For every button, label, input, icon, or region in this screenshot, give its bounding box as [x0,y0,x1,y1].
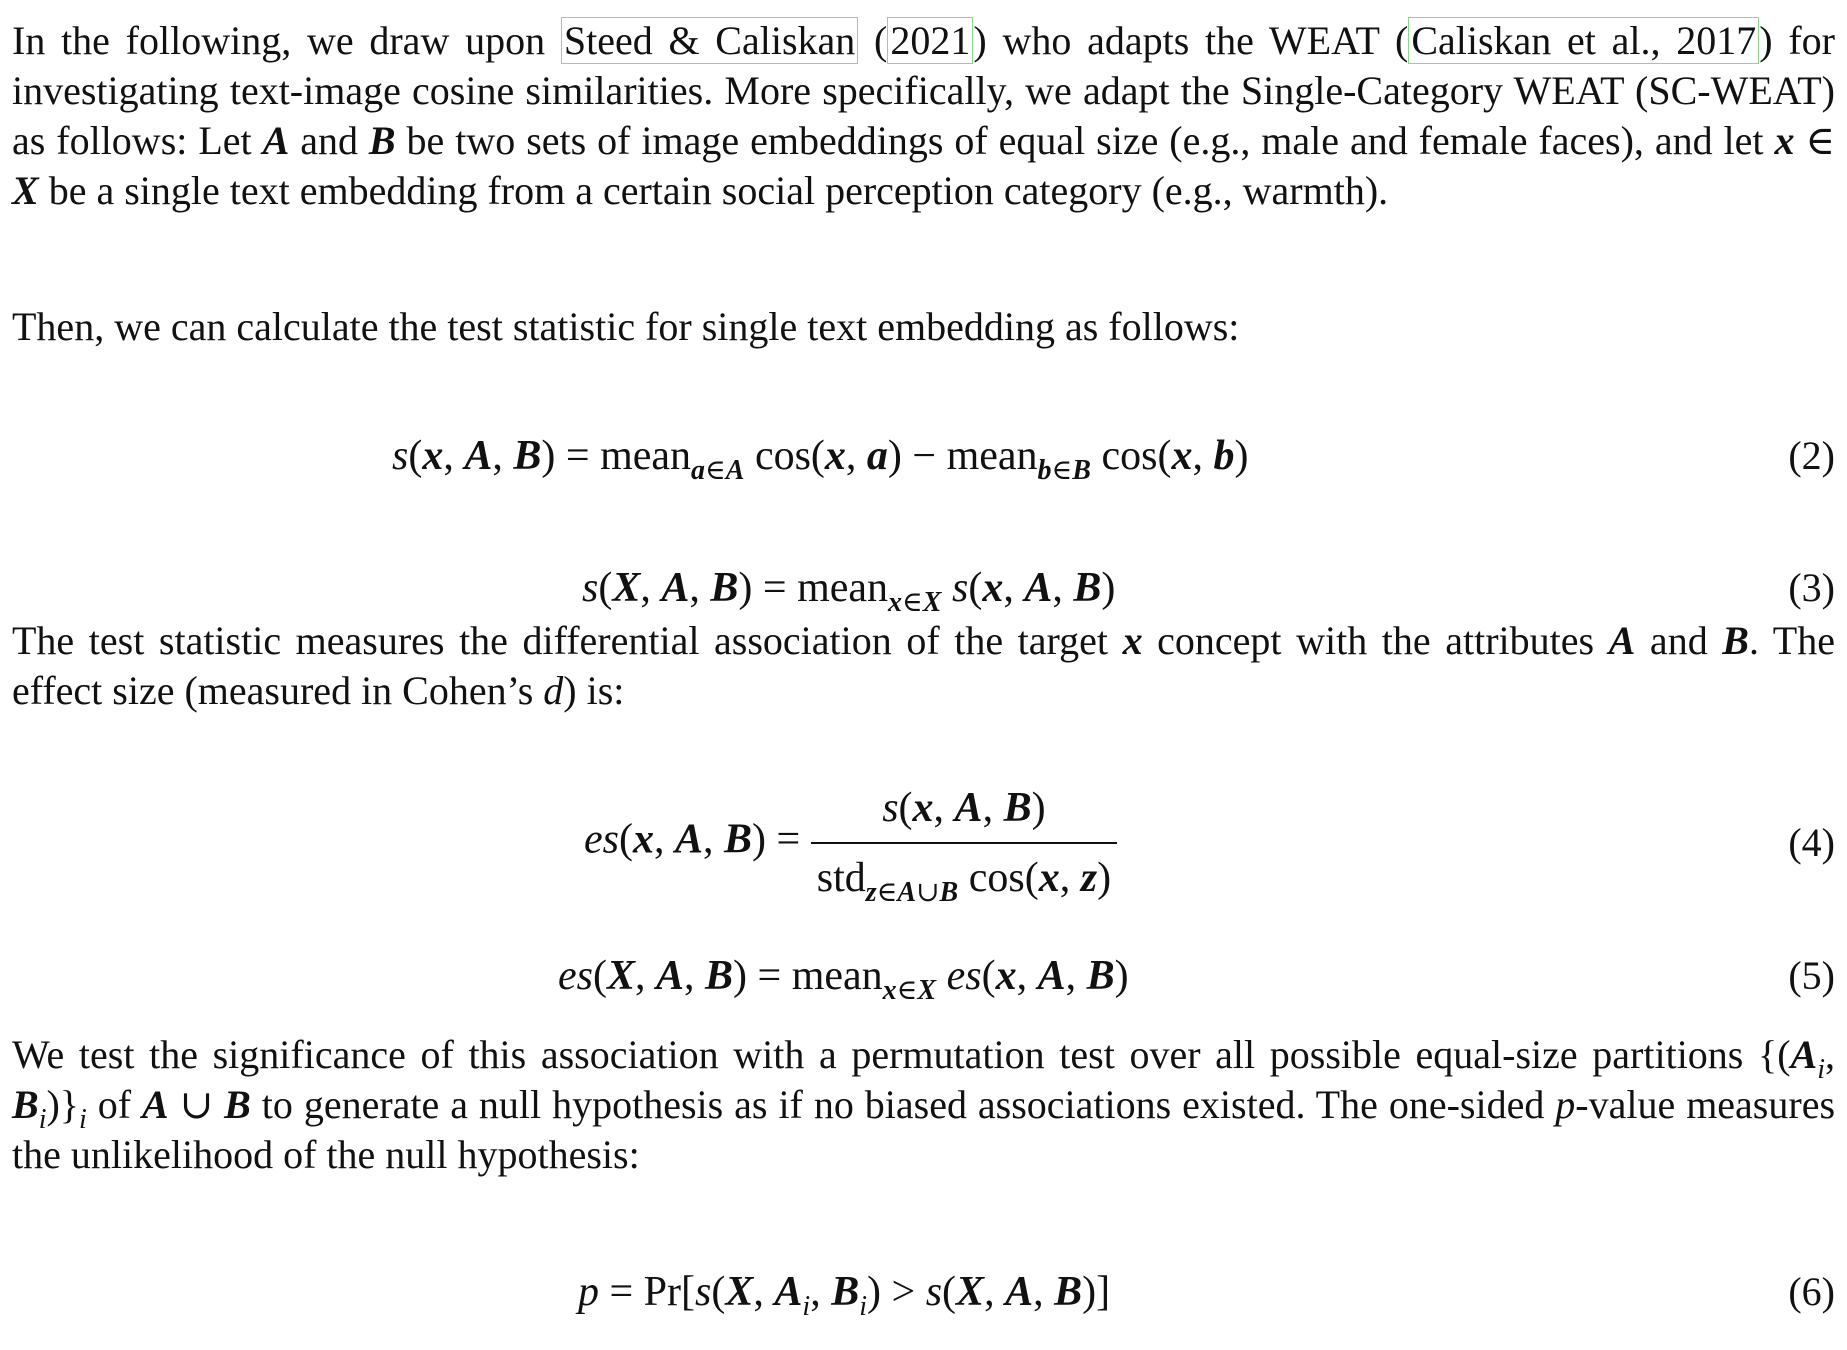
math-symbol: B [12,1082,39,1127]
text-span: to generate a null hypothesis as if no biased associations existed. The one-sided [250,1082,1556,1127]
text-span: ) is: [563,668,625,713]
math-subscript: i [79,1104,87,1135]
equation-5: es(X, A, B) = mean$_{x\in X}$ es(x, A, B) [558,953,1129,1006]
text-span: ) for investigating text-image cosine similarities. More specifically, we adapt the Single-Category WEAT (SC-WEAT) as follows: Let [12,18,1836,163]
math-symbol: A [262,118,290,163]
math-subscript: i [1817,1054,1825,1085]
math-symbol: x [1774,118,1795,163]
equation-number: (6) [1788,1269,1835,1314]
math-subscript: i [38,1104,47,1135]
equation-number: (4) [1788,820,1835,865]
math-symbol: A [1608,618,1636,663]
text-span: -value measures the unlikelihood of the null hypothesis: [12,1082,1836,1177]
text-span: ∪ [168,1082,225,1127]
math-symbol: x [1122,618,1143,663]
math-symbol: A [142,1082,169,1127]
math-symbol: p [1555,1082,1576,1127]
text-span: We test the significance of this association with a permutation test over all possible equal-size partitions {( [12,1032,1791,1077]
text-span: The test statistic measures the differential association of the target [12,618,1123,663]
math-symbol: B [368,118,396,163]
citation-steed-caliskan[interactable]: Steed & Caliskan [561,17,858,64]
equation-6: p = Pr[s(X, $A_i$, $B_i) > s(X$, A, B)] [578,1269,1111,1322]
text-span: concept with the attributes [1142,618,1609,663]
equation-number: (3) [1788,565,1835,610]
text-span: of [86,1082,143,1127]
equation-number: (5) [1788,953,1835,998]
math-symbol: B [1722,618,1749,663]
math-symbol: X [12,168,39,213]
paragraph-effect-size [12,616,1835,716]
text-span: )} [46,1082,79,1127]
text-span: . The effect size (measured in Cohen’s [12,618,1835,713]
text-span: ( [858,18,888,63]
math-symbol: d [543,668,564,713]
text-span: and [1635,618,1723,663]
text-span: be a single text embedding from a certain social perception category (e.g., warmth). [38,168,1389,213]
text-span: ) who adapts the WEAT ( [973,18,1409,63]
text-span: be two sets of image embeddings of equal size (e.g., male and female faces), and let [395,118,1775,163]
text-span: In the following, we draw upon [12,18,561,63]
text-span: , [1825,1032,1835,1077]
citation-caliskan-2017[interactable]: Caliskan et al., 2017 [1408,17,1759,64]
math-symbol: B [224,1082,251,1127]
paragraph-intro [12,16,1835,216]
fraction: $\frac{s(x, A, B)}{std_{z\in A\cup B} \cos(x, z)}$ [811,780,1117,906]
equation-4: es(x, A, B) = $\frac{s(x, A, B)}{std_{z\in A\cup B} \cos(x, z)}$ [584,780,1117,906]
paragraph-test-statistic-intro: Then, we can calculate the test statistic for single text embedding as follows: [12,304,1240,349]
equation-number: (2) [1788,433,1835,478]
paragraph-permutation-test [12,1030,1835,1180]
text-span: ∈ [1794,118,1836,163]
citation-year-2021[interactable]: 2021 [887,17,973,64]
text-span: and [289,118,369,163]
equation-3: s(X, A, B) = mean$_{x\in X}$ s(x, A, B) [582,565,1116,618]
equation-2: s(x, A, B) = mean$_{a\in A}$ cos(x, a) − mean$_{b\in B}$ cos(x, b) [392,433,1249,486]
math-symbol: A [1790,1032,1818,1077]
